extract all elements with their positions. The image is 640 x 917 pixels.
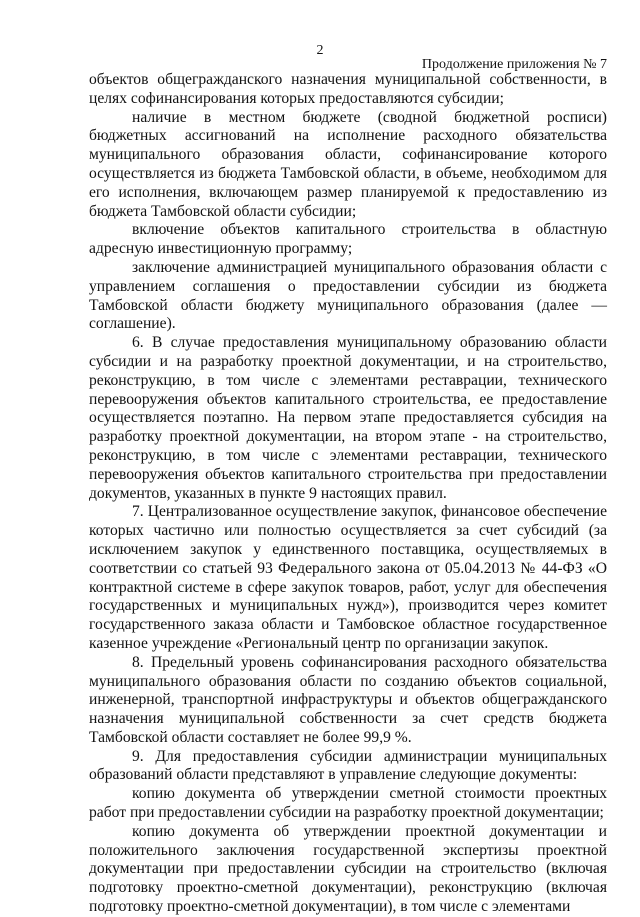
paragraph-investment-program: включение объектов капитального строительства в областную адресную инвестиционную программу; [89,221,607,258]
paragraph-item-9: 9. Для предоставления субсидии администрации муниципальных образований области представляют в управление следующие документы: [89,747,607,784]
paragraph-item-7: 7. Централизованное осуществление закупок, финансовое обеспечение которых частично или полностью осуществляется за счет субсидий (за исключением закупок у единственного поставщика, осуществляемых в соответствии со статьей 93 Федерального закона от 05.04.2013 № 44-ФЗ «О контрактной системе в сфере закупок товаров, работ, услуг для обеспечения государственных и муниципальных нужд»), производится через комитет государственного заказа области и Тамбовское областное государственное казенное учреждение «Региональный центр по организации закупок. [89,503,607,652]
page-number: 2 [316,43,324,58]
paragraph-project-documentation-copy: копию документа об утверждении проектной документации и положительного заключения государственной экспертизы проектной документации при предоставлении субсидии на строительство (включая подготовку проектно-сметной документации), реконструкцию (включая подготовку проектно-сметной документации), в том числе с элементами [89,822,607,916]
paragraph-item-6: 6. В случае предоставления муниципальному образованию области субсидии и на разработку проектной документации, и на строительство, реконструкцию, в том числе с элементами реставрации, технического перевооружения объектов капитального строительства, ее предоставление осуществляется поэтапно. На первом этапе предоставляется субсидия на разработку проектной документации, на втором этапе - на строительство, реконструкцию, в том числе с элементами реставрации, технического перевооружения объектов капитального строительства при предоставлении документов, указанных в пункте 9 настоящих правил. [89,334,607,502]
paragraph-agreement: заключение администрацией муниципального образования области с управлением соглашения о предоставлении субсидии из бюджета Тамбовской области бюджету муниципального образования (далее — соглашение). [89,258,607,333]
paragraph-conditions-continued: объектов общегражданского назначения муниципальной собственности, в целях софинансирования которых предоставляются субсидии; [89,71,607,107]
paragraph-item-8: 8. Предельный уровень софинансирования расходного обязательства муниципального образования области по созданию объектов социальной, инженерной, транспортной инфраструктуры и объектов общегражданского назначения муниципальной собственности за счет средств бюджета Тамбовской области составляет не более 99,9 %. [89,653,607,746]
appendix-continuation-label: Продолжение приложения № 7 [421,57,607,72]
paragraph-cost-estimate-copy: копию документа об утверждении сметной стоимости проектных работ при предоставлении субсидии на разработку проектной документации; [89,785,607,822]
paragraph-budget-allocation: наличие в местном бюджете (сводной бюджетной росписи) бюджетных ассигнований на исполнение расходного обязательства муниципального образования области, софинансирование которого осуществляется из бюджета Тамбовской области, в объеме, необходимом для его исполнения, включающем размер планируемой к предоставлению из бюджета Тамбовской области субсидии; [89,108,607,220]
document-body [89,71,607,917]
